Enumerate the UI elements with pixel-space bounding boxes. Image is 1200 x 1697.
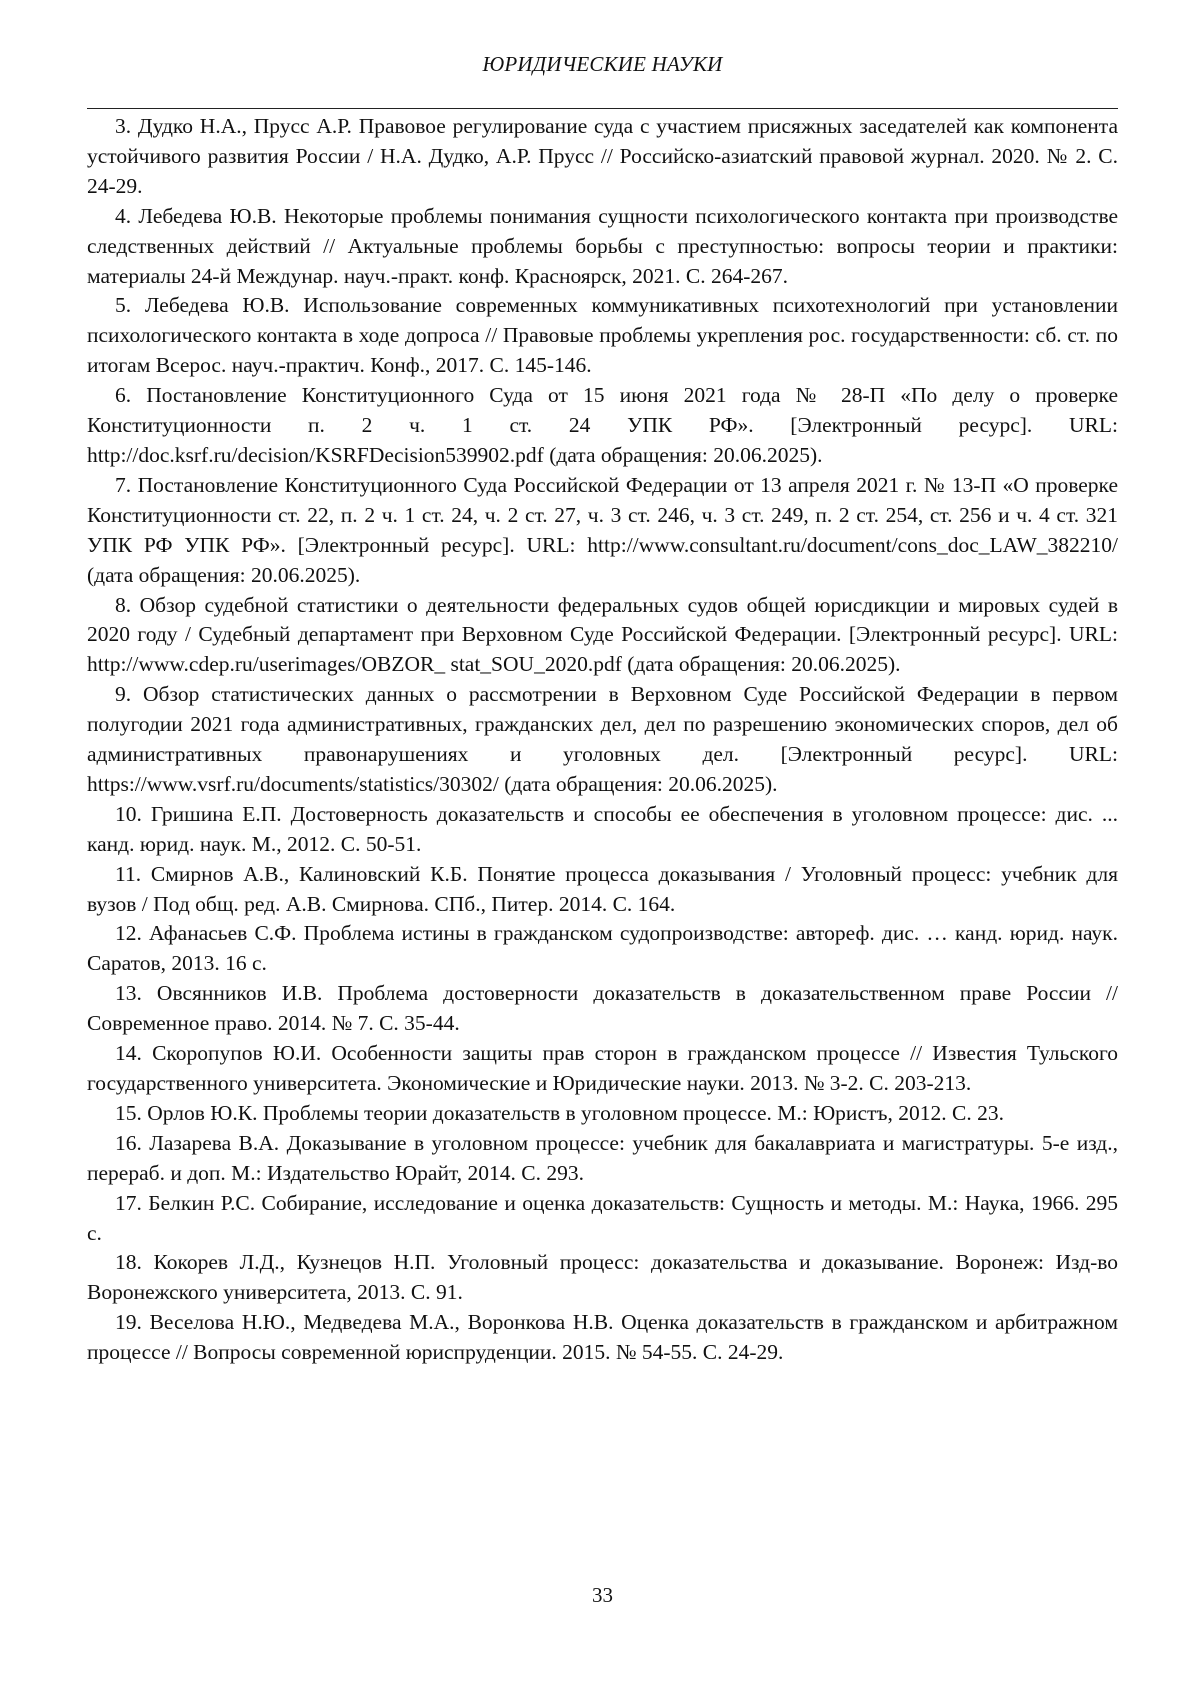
running-header: ЮРИДИЧЕСКИЕ НАУКИ xyxy=(482,52,723,76)
reference-text: Кокорев Л.Д., Кузнецов Н.П. Уголовный процесс: доказательства и доказывание. Воронеж: Изд-во Воронежского университета, 2013. С. 91. xyxy=(87,1250,1119,1305)
reference-item xyxy=(87,680,1118,800)
reference-number: 14. xyxy=(115,1041,142,1066)
reference-item xyxy=(87,291,1118,381)
header-divider xyxy=(87,108,1118,109)
reference-item xyxy=(87,979,1118,1039)
reference-list xyxy=(87,112,1118,1368)
reference-number: 5. xyxy=(115,293,132,318)
reference-number: 10. xyxy=(115,801,142,826)
reference-text: Веселова Н.Ю., Медведева М.А., Воронкова Н.В. Оценка доказательств в гражданском и арбитражном процессе // Вопросы современной юриспруденции. 2015. № 54-55. С. 24-29. xyxy=(87,1310,1119,1365)
reference-number: 4. xyxy=(115,203,132,228)
reference-text: Овсянников И.В. Проблема достоверности доказательств в доказательственном праве России // Современное право. 2014. № 7. С. 35-44. xyxy=(87,981,1118,1036)
reference-item xyxy=(87,1129,1118,1189)
reference-text: Лазарева В.А. Доказывание в уголовном процессе: учебник для бакалавриата и магистратуры. 5-е изд., перераб. и доп. М.: Издательство Юрайт, 2014. С. 293. xyxy=(87,1130,1118,1185)
page-number: 33 xyxy=(592,1583,613,1607)
reference-number: 16. xyxy=(115,1130,142,1155)
reference-number: 6. xyxy=(115,383,132,408)
reference-number: 9. xyxy=(115,682,132,707)
reference-item xyxy=(87,1248,1118,1308)
reference-number: 12. xyxy=(115,921,142,946)
reference-text: Лебедева Ю.В. Некоторые проблемы понимания сущности психологического контакта при производстве следственных действий // Актуальные проблемы борьбы с преступностью: вопросы теории и практики: материалы 24-й Междунар. науч.-практ. конф. Красноярск, 2021. С. 264-267. xyxy=(87,203,1119,288)
reference-text: Смирнов А.В., Калиновский К.Б. Понятие процесса доказывания / Уголовный процесс: учебник для вузов / Под общ. ред. А.В. Смирнова. СПб., Питер. 2014. С. 164. xyxy=(87,861,1118,916)
reference-text: Гришина Е.П. Достоверность доказательств и способы ее обеспечения в уголовном процессе: дис. ... канд. юрид. наук. М., 2012. С. 50-51. xyxy=(87,801,1118,856)
reference-number: 3. xyxy=(115,114,132,138)
reference-item xyxy=(87,1039,1118,1099)
reference-number: 15. xyxy=(115,1100,142,1125)
reference-text: Белкин Р.С. Собирание, исследование и оценка доказательств: Сущность и методы. М.: Наука, 1966. 295 с. xyxy=(87,1190,1118,1245)
reference-number: 7. xyxy=(115,472,132,497)
reference-number: 17. xyxy=(115,1190,142,1215)
reference-text: Обзор судебной статистики о деятельности федеральных судов общей юрисдикции и мировых судей в 2020 году / Судебный департамент при Верховном Суде Российской Федерации. [Электронный ресурс]. URL: http://www.cdep.ru/userimages/OBZOR_ stat_SOU_2020.pdf (дата обращения: 20.06.2025). xyxy=(87,592,1118,677)
reference-item xyxy=(87,112,1118,202)
reference-number: 19. xyxy=(115,1310,142,1335)
reference-item xyxy=(87,471,1118,591)
reference-text: Афанасьев С.Ф. Проблема истины в гражданском судопроизводстве: автореф. дис. … канд. юрид. наук. Саратов, 2013. 16 с. xyxy=(87,921,1118,976)
reference-item xyxy=(87,1189,1118,1249)
reference-item xyxy=(87,919,1118,979)
reference-number: 8. xyxy=(115,592,132,617)
reference-number: 13. xyxy=(115,981,142,1006)
reference-number: 18. xyxy=(115,1250,142,1275)
reference-number: 11. xyxy=(115,861,142,886)
reference-item xyxy=(87,800,1118,860)
reference-text: Орлов Ю.К. Проблемы теории доказательств в уголовном процессе. М.: Юристъ, 2012. С. 23. xyxy=(147,1100,1004,1125)
reference-text: Скоропупов Ю.И. Особенности защиты прав сторон в гражданском процессе // Известия Тульского государственного университета. Экономические и Юридические науки. 2013. № 3-2. С. 203-213. xyxy=(87,1041,1119,1095)
reference-text: Постановление Конституционного Суда Российской Федерации от 13 апреля 2021 г. № 13-П «О проверке Конституционности ст. 22, п. 2 ч. 1 ст. 24, ч. 2 ст. 27, ч. 3 ст. 246, ч. 3 ст. 249, п. 2 ст. 254, ст. 256 и ч. 4 ст. 321 УПК РФ УПК РФ». [Электронный ресурс]. URL: http://www.consultant.ru/document/cons_doc_LAW_382210/ (дата обращения: 20.06.2025). xyxy=(87,472,1119,587)
reference-item xyxy=(87,1099,1118,1129)
reference-item xyxy=(87,202,1118,292)
reference-item xyxy=(87,381,1118,471)
reference-text: Обзор статистических данных о рассмотрении в Верховном Суде Российской Федерации в первом полугодии 2021 года административных, гражданских дел, дел по разрешению экономических споров, дел об административных правонарушениях и уголовных дел. [Электронный ресурс]. URL: https://www.vsrf.ru/documents/statistics/30302/ (дата обращения: 20.06.2025). xyxy=(87,682,1119,796)
reference-item xyxy=(87,860,1118,920)
reference-text: Постановление Конституционного Суда от 15 июня 2021 года № 28-П «По делу о проверке Конституционности п. 2 ч. 1 ст. 24 УПК РФ». [Электронный ресурс]. URL: http://doc.ksrf.ru/decision/KSRFDecision539902.pdf (дата обращения: 20.06.2025). xyxy=(87,383,1119,467)
reference-text: Лебедева Ю.В. Использование современных коммуникативных психотехнологий при установлении психологического контакта в ходе допроса // Правовые проблемы укрепления рос. государственности: сб. ст. по итогам Всерос. науч.-практич. Конф., 2017. С. 145-146. xyxy=(87,293,1119,378)
reference-item xyxy=(87,1308,1118,1368)
reference-text: Дудко Н.А., Прусс А.Р. Правовое регулирование суда с участием присяжных заседателей как компонента устойчивого развития России / Н.А. Дудко, А.Р. Прусс // Российско-азиатский правовой журнал. 2020. № 2. С. 24-29. xyxy=(87,114,1119,198)
reference-item xyxy=(87,591,1118,681)
